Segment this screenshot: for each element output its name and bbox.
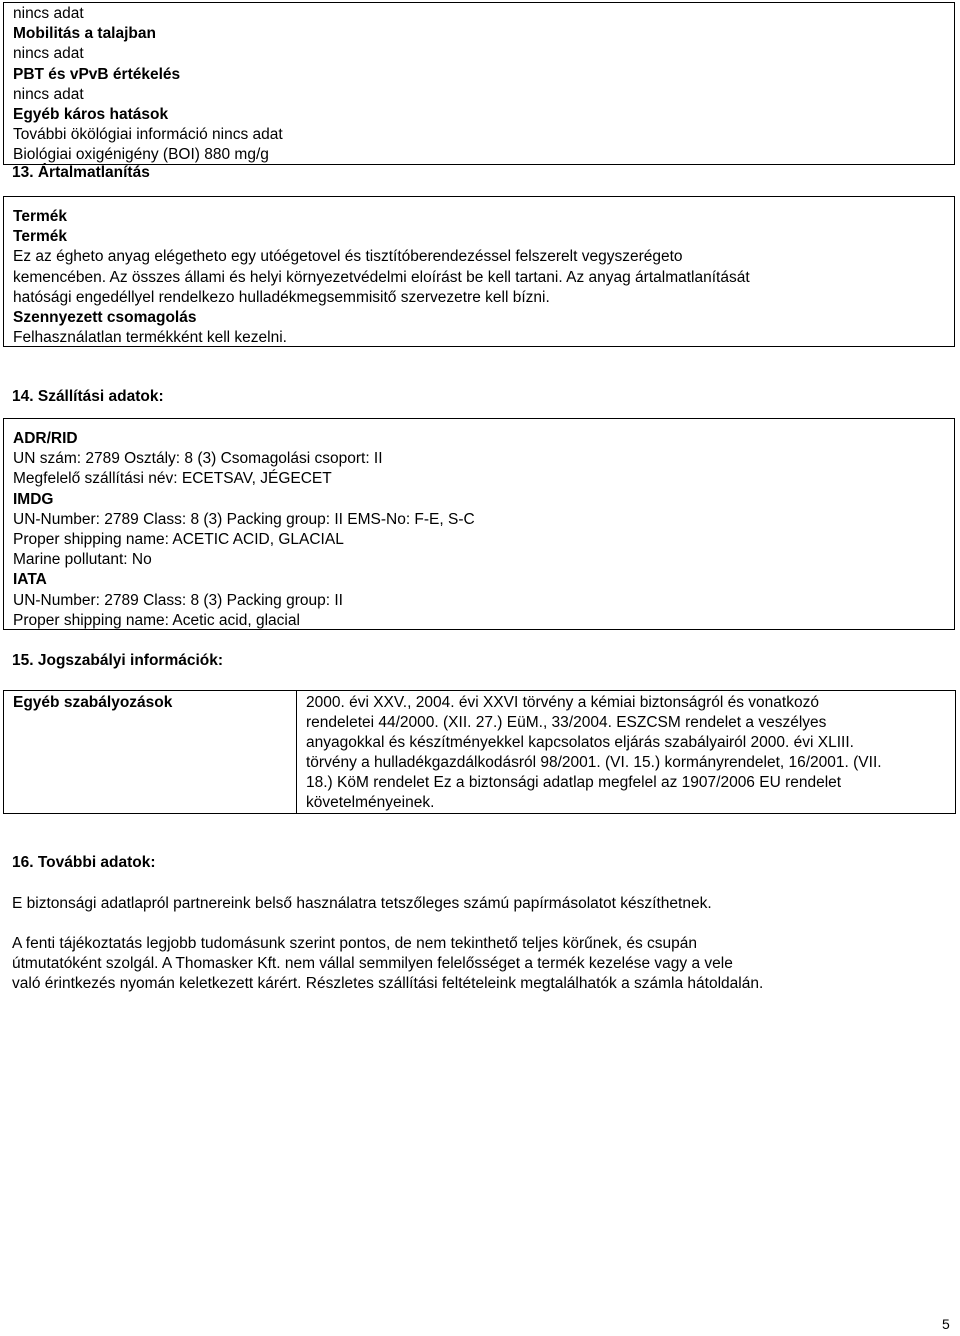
text-line: nincs adat xyxy=(13,5,84,22)
section-12-box xyxy=(3,2,955,165)
subheading: Mobilitás a talajban xyxy=(13,25,156,43)
subheading: ADR/RID xyxy=(13,430,78,447)
text-line: Megfelelő szállítási név: ECETSAV, JÉGECET xyxy=(13,470,332,488)
subheading: PBT és vPvB értékelés xyxy=(13,65,181,83)
section-13-lines xyxy=(13,207,954,348)
text-line: 18.) KöM rendelet Ez a biztonsági adatlap megfelel az 1907/2006 EU rendelet xyxy=(306,774,842,791)
text-line: hatósági engedéllyel rendelkezo hulladékmegsemmisitő szervezetre kell bízni. xyxy=(13,288,550,306)
text-line: útmutatóként szolgál. A Thomasker Kft. nem vállal semmilyen felelősséget a termék kezelése vagy a vele xyxy=(12,955,733,972)
section-14-heading: 14. Szállítási adatok: xyxy=(12,388,164,405)
text-line: Proper shipping name: ACETIC ACID, GLACIAL xyxy=(13,530,344,548)
section-12-lines xyxy=(13,4,954,166)
subheading: Termék xyxy=(13,228,67,246)
text-line: rendeletei 44/2000. (XII. 27.) EüM., 33/2004. ESZCSM rendelet a veszélyes xyxy=(306,714,827,731)
section-14-lines xyxy=(13,429,954,631)
subheading: Egyéb káros hatások xyxy=(13,105,169,123)
regulations-row xyxy=(4,691,956,814)
text-line: UN-Number: 2789 Class: 8 (3) Packing group: II EMS-No: F-E, S-C xyxy=(13,510,475,528)
regulations-value xyxy=(306,693,955,813)
text-line: Biológiai oxigénigény (BOI) 880 mg/g xyxy=(13,146,269,164)
text-line: Ez az égheto anyag elégetheto egy utóégetovel és tisztítóberendezéssel felszerelt vegyszerégeto xyxy=(13,248,683,266)
text-line: Marine pollutant: No xyxy=(13,551,152,569)
section-13-heading: 13. Ártalmatlanítás xyxy=(12,164,150,181)
text-line: anyagokkal és készítményekkel kapcsolatos eljárás szabályairól 2000. évi XLIII. xyxy=(306,734,854,751)
text-line: A fenti tájékoztatás legjobb tudomásunk szerint pontos, de nem tekinthető teljes körűnek, és csupán xyxy=(12,935,697,952)
text-line: UN szám: 2789 Osztály: 8 (3) Csomagolási csoport: II xyxy=(13,450,383,468)
text-line: nincs adat xyxy=(13,45,84,63)
text-line: törvény a hulladékgazdálkodásról 98/2001. (VI. 15.) kormányrendelet, 16/2001. (VII. xyxy=(306,754,882,771)
text-line: 2000. évi XXV., 2004. évi XXVI törvény a kémiai biztonságról és vonatkozó xyxy=(306,694,819,711)
section-16-heading: 16. További adatok: xyxy=(12,854,156,871)
text-line: UN-Number: 2789 Class: 8 (3) Packing group: II xyxy=(13,591,343,609)
section-15-heading: 15. Jogszabályi információk: xyxy=(12,652,224,669)
subheading: Szennyezett csomagolás xyxy=(13,308,197,326)
text-line: követelményeinek. xyxy=(306,794,435,811)
section-14-box xyxy=(3,418,955,630)
text-line: Felhasználatlan termékként kell kezelni. xyxy=(13,329,287,347)
text-line: való érintkezés nyomán keletkezett kárért. Részletes szállítási feltételeink megtalálhatók a számla hátoldalán. xyxy=(12,975,764,992)
text-line: További ökölógiai információ nincs adat xyxy=(13,126,283,144)
text-line: E biztonsági adatlapról partnereink belső használatra tetszőleges számú papírmásolatot készíthetnek. xyxy=(12,895,712,912)
regulations-table xyxy=(3,690,956,814)
text-line: kemencében. Az összes állami és helyi környezetvédelmi eloírást be kell tartani. Az anyag ártalmatlanítását xyxy=(13,268,750,286)
subheading: IMDG xyxy=(13,490,54,508)
page-number: 5 xyxy=(942,1316,950,1332)
text-line: nincs adat xyxy=(13,85,84,103)
regulations-label: Egyéb szabályozások xyxy=(13,694,173,711)
subheading: IATA xyxy=(13,571,47,589)
subheading: Termék xyxy=(13,208,67,225)
text-line: Proper shipping name: Acetic acid, glacial xyxy=(13,611,300,629)
section-16-paragraph-1 xyxy=(12,894,712,914)
section-16-paragraph-2 xyxy=(12,934,763,994)
section-13-box xyxy=(3,196,955,347)
